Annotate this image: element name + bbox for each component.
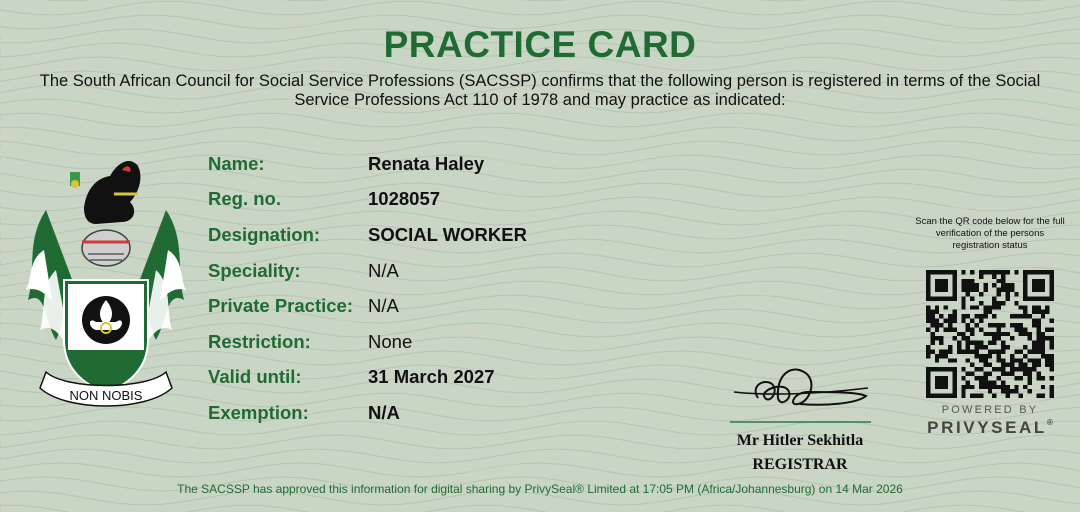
field-row	[208, 217, 668, 253]
field-label: Name:	[208, 152, 265, 174]
field-row	[208, 324, 668, 360]
field-label: Exemption:	[208, 401, 309, 423]
field-label: Private Practice:	[208, 295, 354, 317]
powered-by-label: POWERED BY	[941, 404, 1039, 416]
registrar-name: Mr Hitler Sekhitla	[736, 432, 864, 449]
field-value: 31 March 2027	[368, 366, 495, 388]
card-intro: The South African Council for Social Service Professions (SACSSP) confirms that the following person is registered in terms of the Social Service Professions Act 110 of 1978 and may practice as indicated:	[39, 72, 1041, 109]
field-value: N/A	[368, 295, 399, 317]
crest-motto: NON NOBIS	[69, 388, 143, 403]
field-row	[208, 395, 668, 431]
field-label: Valid until:	[208, 366, 302, 388]
field-row	[208, 288, 668, 324]
field-value: None	[368, 330, 413, 352]
coat-of-arms-icon	[26, 150, 186, 410]
field-label: Speciality:	[208, 259, 301, 281]
field-value: N/A	[368, 259, 399, 281]
field-value: SOCIAL WORKER	[368, 223, 527, 245]
card-title: PRACTICE CARD	[383, 24, 697, 65]
qr-instructions: Scan the QR code below for the full verification of the persons registration status	[915, 216, 1065, 251]
field-value: 1028057	[368, 188, 441, 210]
registered-mark: ®	[1046, 418, 1053, 427]
field-value: N/A	[368, 401, 400, 423]
field-row	[208, 146, 668, 182]
field-label: Reg. no.	[208, 188, 281, 210]
registrar-role: REGISTRAR	[752, 456, 848, 473]
field-label: Designation:	[208, 223, 321, 245]
footer-disclaimer: The SACSSP has approved this information for digital sharing by PrivySeal® Limited at 17:05 PM (Africa/Johannesburg) on 14 Mar 2026	[177, 482, 903, 496]
registration-fields	[208, 146, 668, 431]
field-row	[208, 182, 668, 218]
field-value: Renata Haley	[368, 152, 485, 174]
field-row	[208, 253, 668, 289]
registrar-signature-icon	[728, 362, 873, 424]
field-label: Restriction:	[208, 330, 311, 352]
privyseal-brand-text: PRIVYSEAL	[927, 418, 1047, 437]
field-row	[208, 360, 668, 396]
privyseal-logo	[920, 418, 1060, 438]
verification-qr-code[interactable]	[926, 270, 1054, 398]
